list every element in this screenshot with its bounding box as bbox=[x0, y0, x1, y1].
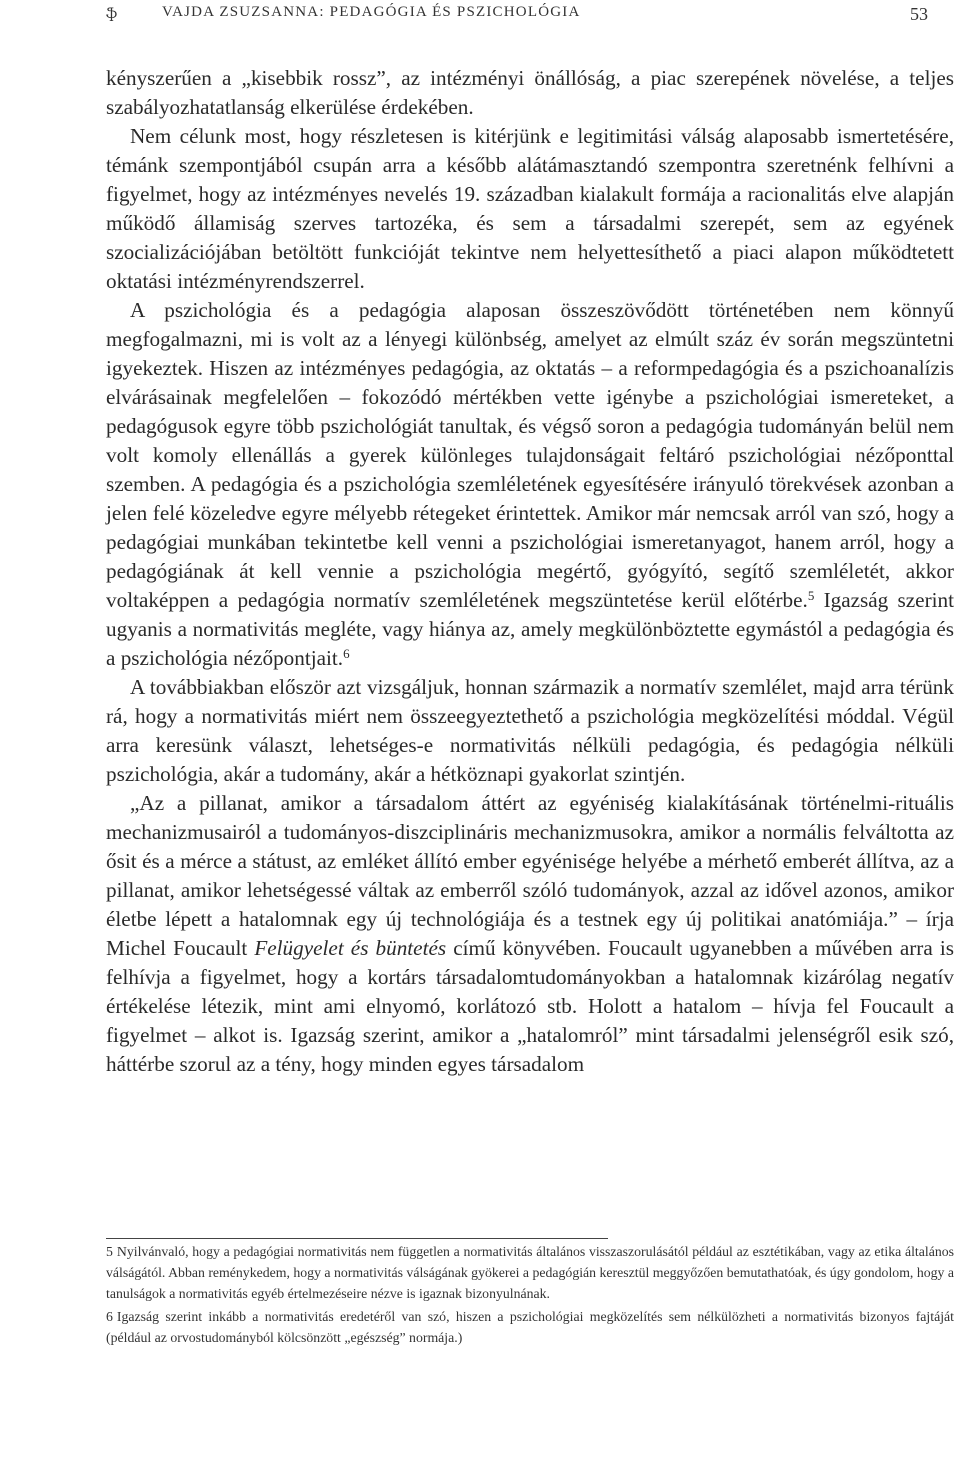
footnote-ref-6: 6 bbox=[343, 646, 350, 661]
page-number: 53 bbox=[910, 4, 928, 24]
footnote-number: 6 bbox=[106, 1309, 113, 1325]
ornament-icon: ֆ bbox=[106, 7, 118, 22]
footnote-5 bbox=[106, 1242, 954, 1304]
paragraph-3-text-a: A pszichológia és a pedagógia alaposan összeszövődött történetében nem könnyű megfogalmazni, mi is volt az a lényegi különbség, amelyet az elmúlt száz év során megszüntetni igyekeztek. Hiszen az intézményes pedagógia, az oktatás – a reformpedagógia és a pszichoanalízis elvárásainak megfelelően – fokozódó mértékben vette igénybe a pszichológiai ismereteket, a pedagógusok egyre több pszichológiát tanultak, és végső soron a pedagógia tudományán belül nem volt komoly ellenállás a gyerek különleges tulajdonságait feltáró pszichológiai nézőponttal szemben. A pedagógia és a pszichológia szemléletének egyesítésére irányuló törekvések azonban a jelen felé közeledve egyre mélyebb rétegeket érintettek. Amikor már nemcsak arról van szó, hogy a pedagógiai munkában tekintetbe kell venni a pszichológiai ismeretanyagot, hanem arról, hogy a pedagógiának át kell vennie a pszichológia megértő, gyógyító, segítő szemléletét, akkor voltaképpen a pedagógia normatív szemléletének megszüntetése kerül előtérbe. bbox=[106, 298, 954, 612]
paragraph-5 bbox=[106, 789, 954, 1079]
footnote-text: Igazság szerint inkább a normativitás eredetéről van szó, hiszen a pszichológiai megközelítés sem nélkülözheti a normativitás bizonyos fajtáját (például az orvostudományból kölcsönzött „egészség” normája.) bbox=[106, 1309, 954, 1346]
paragraph-2: Nem célunk most, hogy részletesen is kitérjünk e legitimitási válság alaposabb ismertetésére, témánk szempontjából csupán arra a később alátámasztandó szempontra szeretnénk felhívni a figyelmet, hogy az intézményes nevelés 19. században kialakult formája a racionalitás elve alapján működő államiság szerves tartozéka, és sem a társadalmi szerepét, sem az egyének szocializációjában betöltött funkcióját tekintve nem helyettesíthető a piaci alapon működtetett oktatási intézményrendszerrel. bbox=[106, 124, 954, 293]
paragraph-4: A továbbiakban először azt vizsgáljuk, honnan származik a normatív szemlélet, majd arra térünk rá, hogy a normativitás miért nem összeegyeztethető a pszichológia megközelítési móddal. Végül arra keresünk választ, lehetséges-e normativitás nélküli pedagógia, és pedagógia nélküli pszichológia, akár a tudomány, akár a hétköznapi gyakorlat szintjén. bbox=[106, 675, 954, 786]
running-head: VAJDA ZSUZSANNA: PEDAGÓGIA ÉS PSZICHOLÓGIA bbox=[162, 4, 581, 20]
footnote-text: Nyilvánvaló, hogy a pedagógiai normativitás nem független a normativitás általános visszaszorulásától például az esztétikában, vagy az etika általános válságától. Abban reménykedem, hogy a normativitás válságának gyökerei a pedagógián keresztül meggyőzően bemutathatóak, és úgy gondolom, hogy a tanulságok a normativitás egyéb értelmezéseire nézve is igaznak bizonyulnának. bbox=[106, 1244, 954, 1301]
footnote-ref-5: 5 bbox=[807, 588, 815, 603]
paragraph-3 bbox=[106, 296, 954, 673]
footnotes bbox=[106, 1242, 954, 1349]
footnote-6 bbox=[106, 1307, 954, 1349]
paragraph-5-text-b: című könyvében. Foucault ugyanebben a művében arra is felhívja a figyelmet, hogy a kortárs társadalomtudományokban a hatalomnak kizárólag negatív értékelése létezik, mint ami elnyomó, korlátozó stb. Holott a hatalom – hívja fel Foucault a figyelmet – alkot is. Igazság szerint, amikor a „hatalomról” mint társadalmi jelenségről esik szó, háttérbe szorul az a tény, hogy minden egyes társadalom bbox=[106, 936, 954, 1076]
paragraph-5-text-a: „Az a pillanat, amikor a társadalom áttért az egyéniség kialakításának történelmi-rituális mechanizmusairól a tudományos-diszciplináris mechanizmusokra, amikor a normális felváltotta az ősit és a mérce a státust, az emléket állító ember egyénisége helyébe a mérhető emberét állítva, az a pillanat, amikor lehetségessé váltak az emberről szóló tudományok, azzal az idővel azonos, amikor életbe lépett a hatalomnak egy új technológiája és a testnek egy új politikai anatómiája.” – írja Michel Foucault bbox=[106, 791, 954, 960]
paragraph-3-text-b: Igazság szerint ugyanis a normativitás megléte, vagy hiánya az, amely megkülönböztette egymástól a pedagógia és a pszichológia nézőpontjait. bbox=[106, 588, 954, 670]
footnote-number: 5 bbox=[106, 1244, 113, 1259]
paragraph-1: kényszerűen a „kisebbik rossz”, az intézményi önállóság, a piac szerepének növelése, a teljes szabályozhatatlanság elkerülése érdekében. bbox=[106, 66, 954, 119]
body-text bbox=[106, 64, 954, 1079]
footnote-divider bbox=[106, 1238, 608, 1239]
book-title: Felügyelet és büntetés bbox=[254, 936, 447, 960]
